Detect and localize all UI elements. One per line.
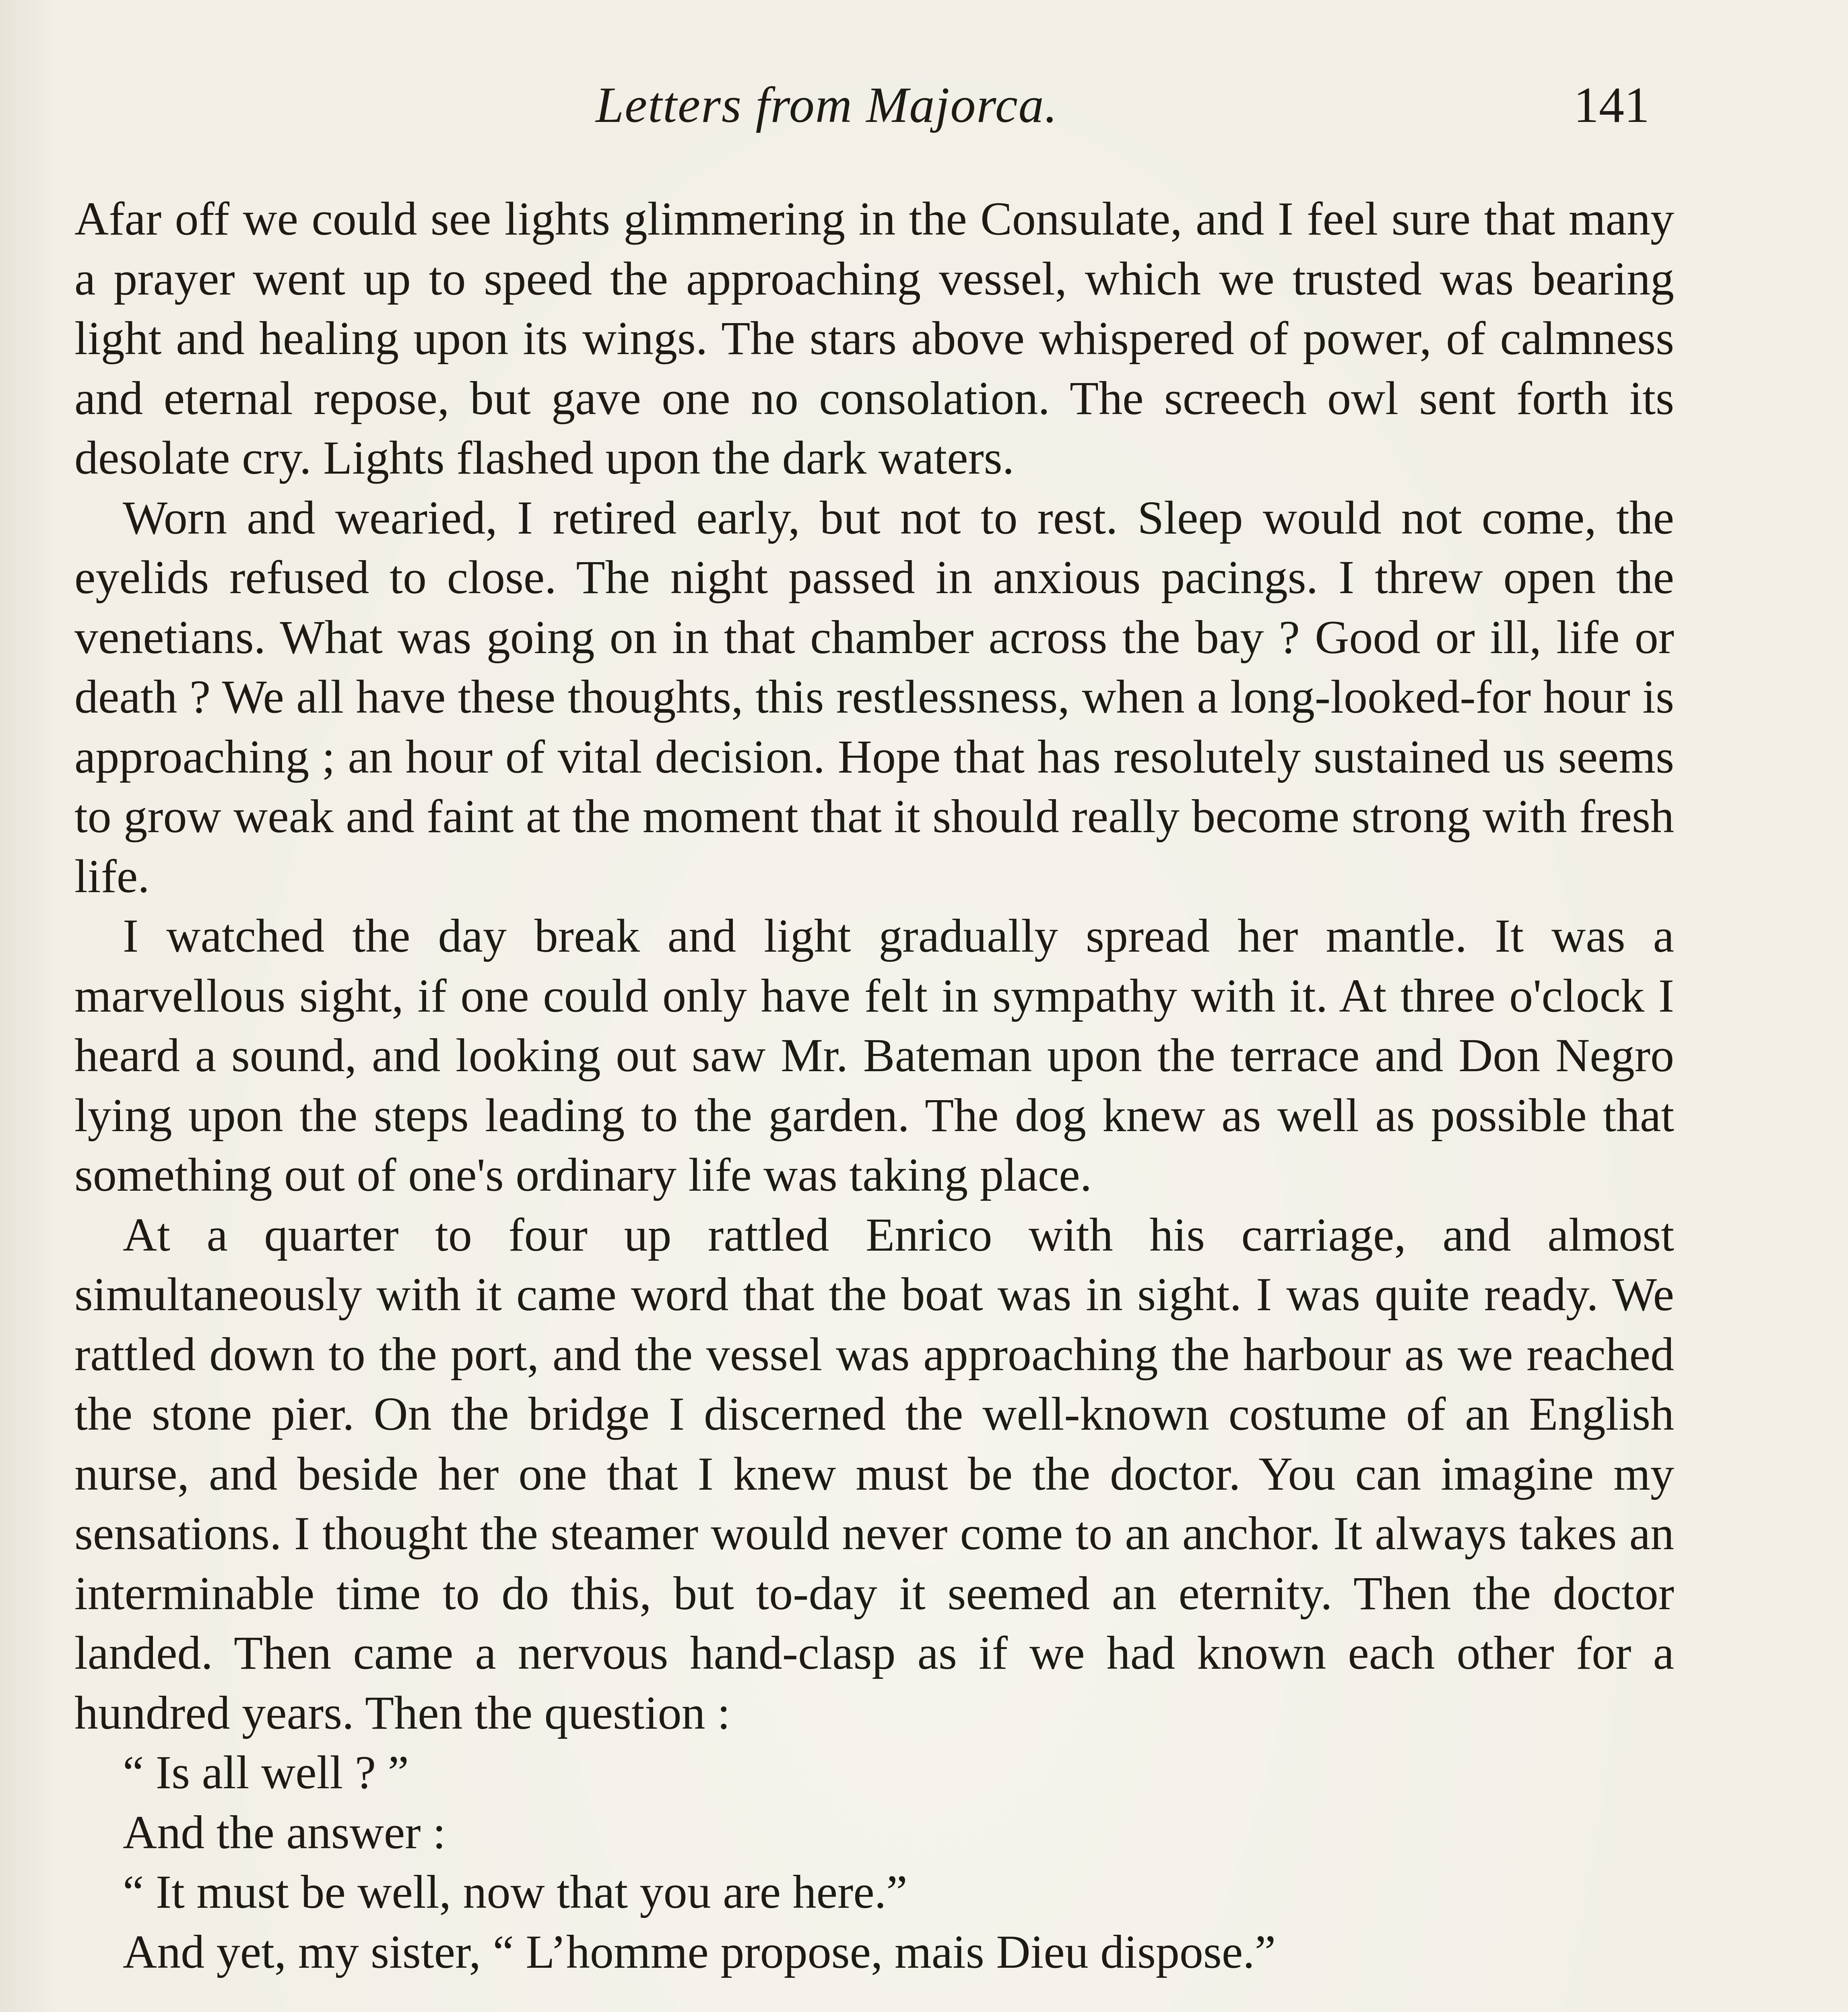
running-title: Letters from Majorca. (596, 77, 1058, 133)
page-number: 141 (1574, 77, 1650, 133)
dialogue-question: “ Is all well ? ” (123, 1746, 409, 1799)
paragraph-sleepless-night: Worn and wearied, I retired early, but not to rest. Sleep would not come, the eyelids refused to close. The night passed in anxious pacings. I threw open the venetians. What was going on in that chamber across the bay ? Good or ill, life or death ? We all have these thoughts, this restlessness, when a long-looked-for hour is approaching ; an hour of vital decision. Hope that has resolutely sustained us seems to grow weak and faint at the moment that it should really become strong with fresh life. (74, 491, 1674, 903)
dialogue-answer-intro: And the answer : (123, 1806, 446, 1859)
closing-line: And yet, my sister, “ L’homme propose, mais Dieu dispose.” (123, 1925, 1276, 1978)
dialogue-answer: “ It must be well, now that you are here.” (123, 1866, 908, 1918)
running-head (0, 76, 1848, 141)
paragraph-consulate-lights: Afar off we could see lights glimmering in the Consulate, and I feel sure that many a prayer went up to speed the approaching vessel, which we trusted was bearing light and healing upon its wings. The stars above whispered of power, of calmness and eternal repose, but gave one no consolation. The screech owl sent forth its desolate cry. Lights flashed upon the dark waters. (74, 192, 1674, 484)
paragraph-daybreak: I watched the day break and light gradually spread her mantle. It was a marvellous sight, if one could only have felt in sympathy with it. At three o'clock I heard a sound, and looking out saw Mr. Bateman upon the terrace and Don Negro lying upon the steps leading to the garden. The dog knew as well as possible that something out of one's ordinary life was taking place. (74, 909, 1674, 1201)
paragraph-doctor-arrives: At a quarter to four up rattled Enrico with his carriage, and almost simultaneously with it came word that the boat was in sight. I was quite ready. We rattled down to the port, and the vessel was approaching the harbour as we reached the stone pier. On the bridge I discerned the well-known costume of an English nurse, and beside her one that I knew must be the doctor. You can imagine my sensations. I thought the steamer would never come to an anchor. It always takes an interminable time to do this, but to-day it seemed an eternity. Then the doctor landed. Then came a nervous hand-clasp as if we had known each other for a hundred years. Then the question : (74, 1208, 1674, 1739)
body-text (74, 189, 1674, 1982)
